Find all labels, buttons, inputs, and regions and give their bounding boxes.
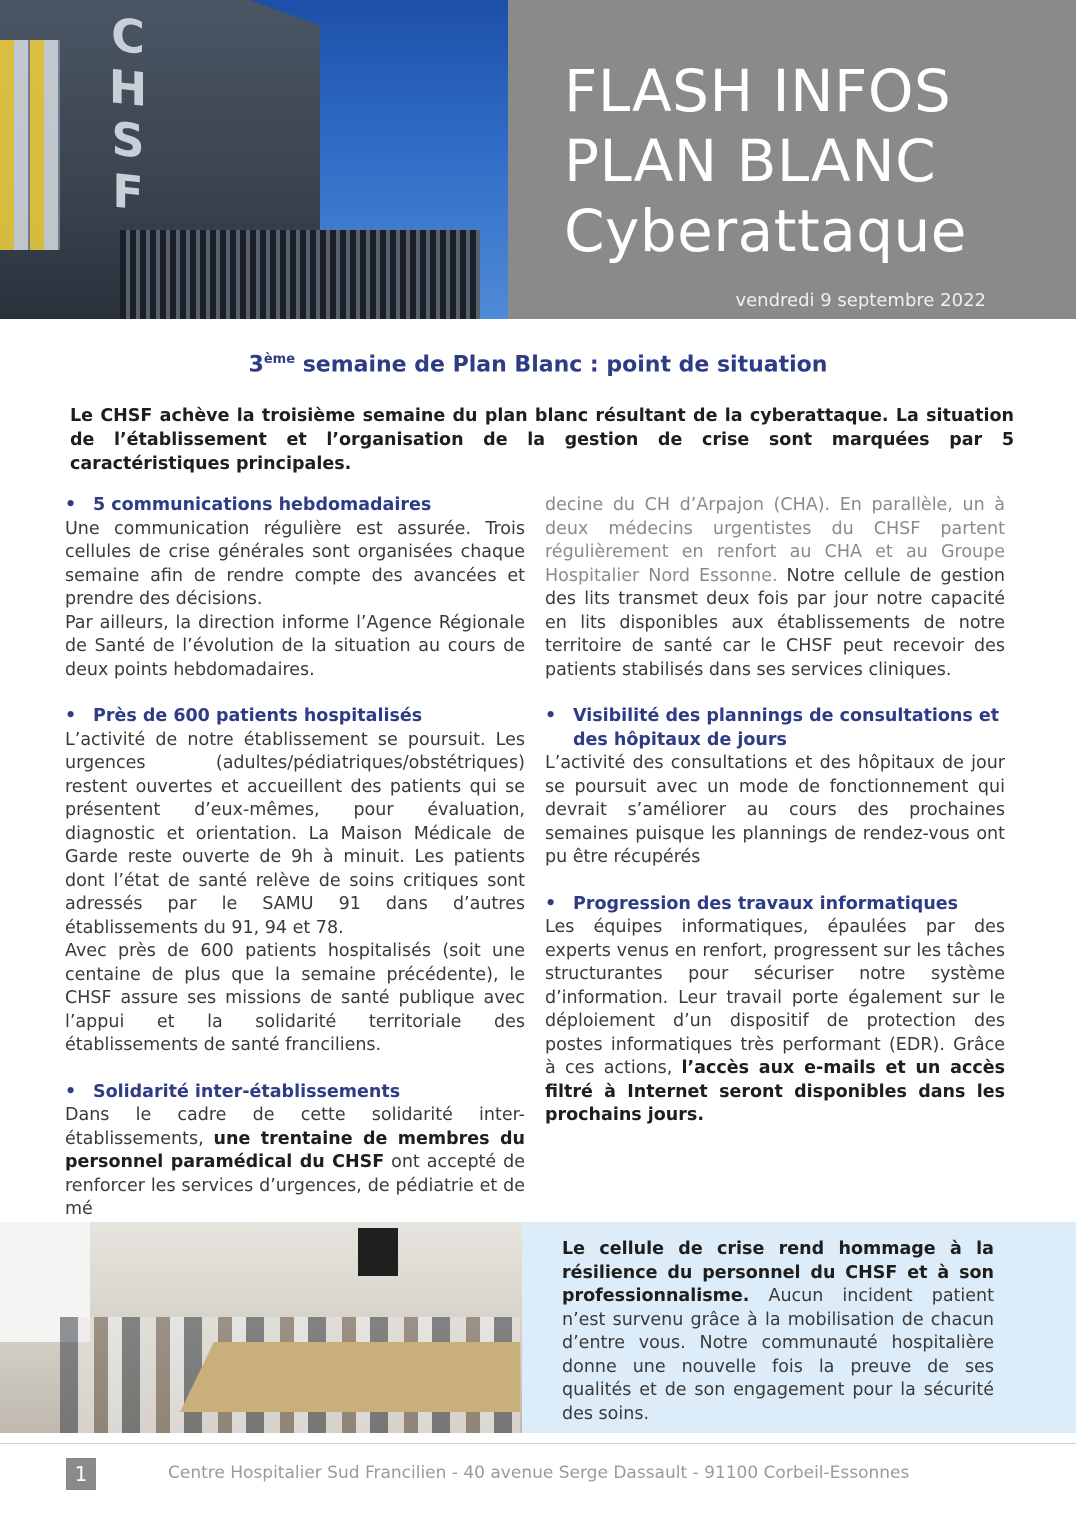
text-run: Aucun incident patient n’est survenu grâce à la mobilisation de chacun d’entre vous. Notre communauté hospitalière donne une nouvelle fois la preuve de ses qualités et de son engagement pour la sécurité des soins. [562,1286,994,1424]
paragraph: Avec près de 600 patients hospitalisés (soit une centaine de plus que la semaine précédente), le CHSF assure ses missions de santé publique avec l’appui et la solidarité territoriale des établissements de santé franciliens. [65,941,525,1055]
bullet-icon: • [65,495,77,515]
section-title [545,705,1005,752]
section-title-text: 5 communications hebdomadaires [93,495,432,515]
section-title [65,494,525,518]
headline-number: 3 [248,352,264,378]
footer-address: Centre Hospitalier Sud Francilien - 40 avenue Serge Dassault - 91100 Corbeil-Essonnes [168,1463,910,1483]
page-number: 1 [66,1458,96,1490]
section-title-text: Près de 600 patients hospitalisés [93,706,423,726]
section-title-text: Solidarité inter-établissements [93,1081,401,1102]
section-title [65,705,525,729]
building-letter: H [108,58,148,118]
paragraph [545,916,1005,1128]
emphasis-text: Le cellule de crise rend hommage à la résilience du personnel du CHSF et à son professionnalisme. [562,1239,994,1306]
text-run: ont accepté de renforcer les services d’urgences, de pédiatrie et de mé [65,1152,525,1219]
photo-screen [358,1228,398,1276]
section-title [545,893,1005,917]
section-title-text: Visibilité des plannings de consultations et des hôpitaux de jours [573,706,1000,750]
section-title-text: Progression des travaux informatiques [573,893,959,914]
bullet-icon: • [65,706,77,726]
paragraph: L’activité des consultations et des hôpitaux de jour se poursuit avec un mode de fonctionnement qui devrait s’améliorer au cours des prochaines semaines puisque les plannings de rendez-vous ont pu être récupérés [545,753,1005,867]
headline [0,352,1076,377]
paragraph [65,1104,525,1222]
bullet-icon: • [545,893,557,914]
paragraph: L’activité de notre établissement se poursuit. Les urgences (adultes/pédiatriques/obstétriques) restent ouvertes et accueillent des patients qui se présentent d’eux-mêmes, pour évaluation, diagnostic et orientation. La Maison Médicale de Garde reste ouverte de 9h à minuit. Les patients dont l’état de santé relève de soins critiques sont adressés par le SAMU 91 dans d’autres établissements du 91, 94 et 78. [65,729,525,938]
title-line: PLAN BLANC [564,127,937,195]
bullet-icon: • [545,706,557,726]
footer-divider [0,1443,1076,1444]
title-line: Cyberattaque [564,197,967,265]
tribute-text [562,1238,994,1426]
title-line: FLASH INFOS [564,57,952,125]
photo-table [180,1342,520,1412]
right-column [545,494,1005,1128]
paragraph: Par ailleurs, la direction informe l’Agence Régionale de Santé de l’évolution de la situation au cours de deux points hebdomadaires. [65,612,525,680]
building-letter: F [112,163,144,221]
title-band [508,0,1076,319]
text-run: Dans le cadre de cette solidarité inter-établissements, [65,1105,525,1149]
header [0,0,1076,319]
issue-date: vendredi 9 septembre 2022 [735,290,986,311]
section-title [65,1081,525,1105]
emphasis-text: une trentaine de membres du personnel paramédical du CHSF [65,1128,525,1172]
building-letter: C [111,7,145,65]
text-run: Notre cellule de gestion des lits transmet deux fois par jour notre capacité en lits disponibles aux établissements de notre territoire de santé car le CHSF peut recevoir des patients stabilisés dans ses services cliniques. [545,565,1005,680]
building-sign [98,7,158,221]
text-run: Les équipes informatiques, épaulées par des experts venus en renfort, progressent sur les tâches structurantes pour sécuriser notre système d’information. Leur travail porte également sur le déploiement d’un dispositif de protection des postes informatiques très performant (EDR). Grâce à ces actions, [545,917,1005,1078]
headline-text: semaine de Plan Blanc : point de situation [295,352,828,378]
emphasis-text: l’accès aux e-mails et un accès filtré à Internet seront disponibles dans les prochains jours. [545,1058,1006,1125]
crisis-meeting-photo [0,1222,522,1433]
building-structure [120,230,480,319]
paragraph [545,494,1005,682]
paragraph: Une communication régulière est assurée. Trois cellules de crise générales sont organisées chaque semaine afin de rendre compte des avancées et prendre des décisions. [65,518,525,609]
left-column [65,494,525,1222]
building-letter: S [111,111,145,169]
tribute-box [522,1222,1076,1433]
text-run: decine du CH d’Arpajon (CHA). En parallèle, un à deux médecins urgentistes du CHSF partent régulièrement en renfort au CHA et au Groupe Hospitalier Nord Essonne. [545,495,1005,586]
bullet-icon: • [65,1081,77,1102]
building-panel [0,40,60,250]
building-photo [0,0,508,319]
intro-paragraph: Le CHSF achève la troisième semaine du plan blanc résultant de la cyberattaque. La situation de l’établissement et l’organisation de la gestion de crise sont marquées par 5 caractéristiques principales. [70,406,1014,474]
page-title [564,56,967,266]
headline-superscript: ème [263,352,296,367]
